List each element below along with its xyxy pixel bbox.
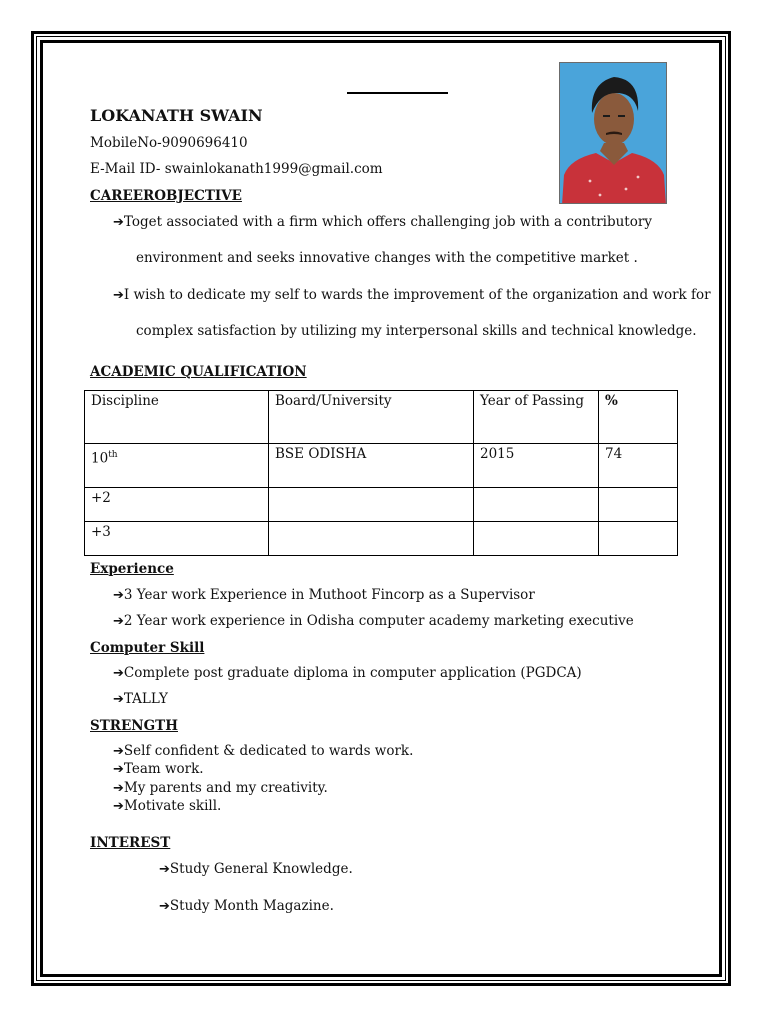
arrow-icon: ➔ <box>113 614 124 629</box>
table-cell-year <box>474 522 599 556</box>
table-row <box>85 488 678 522</box>
table-cell-discipline: 10th <box>85 444 269 488</box>
strength-item: ➔Self confident & dedicated to wards work. <box>113 743 414 759</box>
table-cell-board <box>269 488 474 522</box>
table-header-row <box>85 391 678 444</box>
experience-item: ➔2 Year work experience in Odisha computer academy marketing executive <box>113 613 634 629</box>
career-item: ➔Toget associated with a firm which offers challenging job with a contributory <box>113 214 652 230</box>
table-cell-percent <box>599 488 678 522</box>
arrow-icon: ➔ <box>159 862 170 877</box>
arrow-icon: ➔ <box>113 692 124 707</box>
table-cell-discipline: +2 <box>85 488 269 522</box>
table-row <box>85 444 678 488</box>
arrow-icon: ➔ <box>113 215 124 230</box>
interest-heading: INTEREST <box>90 835 171 851</box>
career-item-continuation: environment and seeks innovative changes with the competitive market . <box>136 250 638 266</box>
academic-heading: ACADEMIC QUALIFICATION <box>90 364 307 380</box>
candidate-name: LOKANATH SWAIN <box>90 106 263 125</box>
career-item-continuation: complex satisfaction by utilizing my interpersonal skills and technical knowledge. <box>136 323 697 339</box>
arrow-icon: ➔ <box>113 781 124 796</box>
table-cell-year <box>474 488 599 522</box>
profile-photo <box>559 62 667 204</box>
arrow-icon: ➔ <box>113 288 124 303</box>
header-rule <box>347 92 448 94</box>
table-cell-board: BSE ODISHA <box>269 444 474 488</box>
table-cell-board <box>269 522 474 556</box>
table-cell-year: 2015 <box>474 444 599 488</box>
arrow-icon: ➔ <box>159 899 170 914</box>
table-cell-discipline: +3 <box>85 522 269 556</box>
arrow-icon: ➔ <box>113 762 124 777</box>
column-header: Year of Passing <box>474 391 599 444</box>
table-cell-percent: 74 <box>599 444 678 488</box>
column-header: Discipline <box>85 391 269 444</box>
experience-item: ➔3 Year work Experience in Muthoot Fincorp as a Supervisor <box>113 587 535 603</box>
interest-item: ➔Study General Knowledge. <box>159 861 353 877</box>
profile-photo-image <box>560 63 667 204</box>
experience-heading: Experience <box>90 561 174 577</box>
arrow-icon: ➔ <box>113 588 124 603</box>
academic-table <box>84 390 678 556</box>
career-item: ➔I wish to dedicate my self to wards the improvement of the organization and work for <box>113 287 711 303</box>
computer-skill-item: ➔TALLY <box>113 691 168 707</box>
table-cell-percent <box>599 522 678 556</box>
table-row <box>85 522 678 556</box>
mobile-number: MobileNo-9090696410 <box>90 135 248 151</box>
arrow-icon: ➔ <box>113 799 124 814</box>
email-address: E-Mail ID- swainlokanath1999@gmail.com <box>90 161 383 177</box>
column-header: % <box>599 391 678 444</box>
column-header: Board/University <box>269 391 474 444</box>
computer-skill-heading: Computer Skill <box>90 640 205 656</box>
strength-item: ➔Motivate skill. <box>113 798 222 814</box>
arrow-icon: ➔ <box>113 666 124 681</box>
strength-item: ➔My parents and my creativity. <box>113 780 328 796</box>
strength-item: ➔Team work. <box>113 761 204 777</box>
interest-item: ➔Study Month Magazine. <box>159 898 334 914</box>
computer-skill-item: ➔Complete post graduate diploma in computer application (PGDCA) <box>113 665 582 681</box>
strength-heading: STRENGTH <box>90 718 178 734</box>
arrow-icon: ➔ <box>113 744 124 759</box>
career-objective-heading: CAREEROBJECTIVE <box>90 188 242 204</box>
